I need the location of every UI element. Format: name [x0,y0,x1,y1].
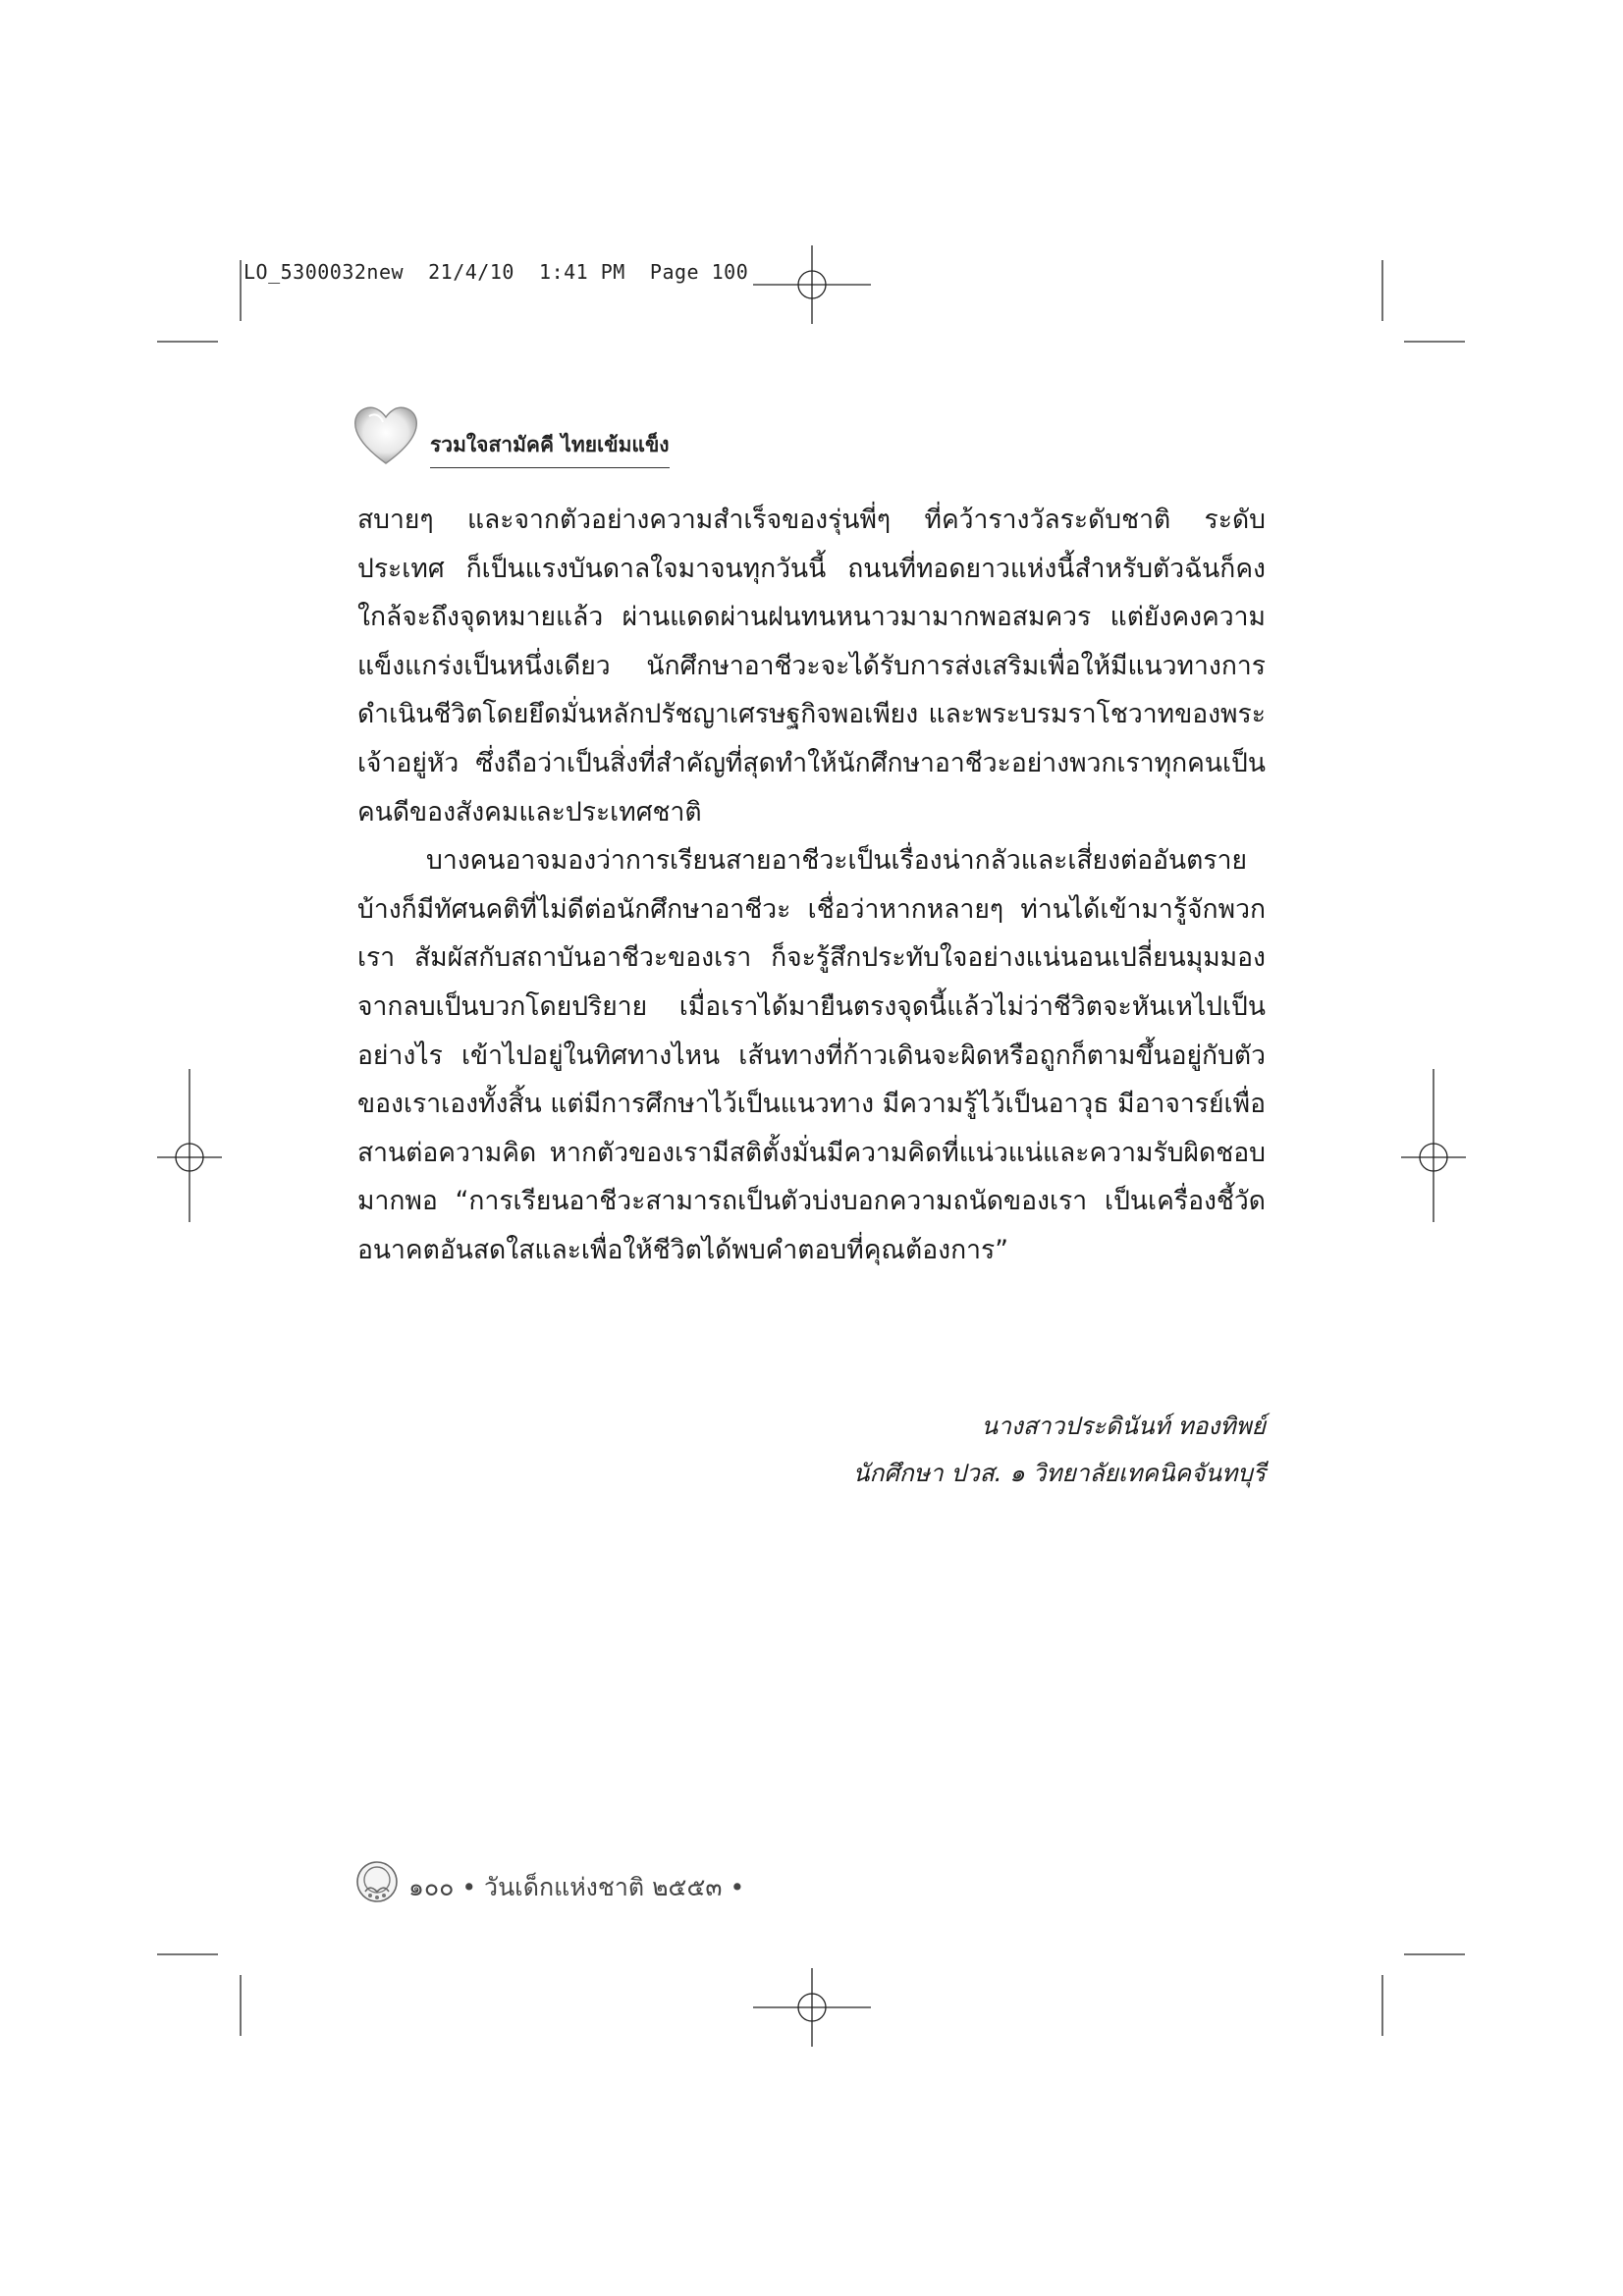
text-line: ใกล้จะถึงจุดหมายแล้ว ผ่านแดดผ่านฝนทนหนาวมามากพอสมควร แต่ยังคงความ [357,602,1266,633]
text-line: เจ้าอยู่หัว ซึ่งถือว่าเป็นสิ่งที่สำคัญที่สุดทำให้นักศึกษาอาชีวะอย่างพวกเราทุกคนเป็น [357,747,1266,778]
text-line: เรา สัมผัสกับสถาบันอาชีวะของเรา ก็จะรู้สึกประทับใจอย่างแน่นอนเปลี่ยนมุมมอง [357,942,1266,974]
slug-date: 21/4/10 [428,260,514,284]
footer-text [408,1868,744,1907]
slug-file: LO_5300032new [243,260,405,284]
text-line: จากลบเป็นบวกโดยปริยาย เมื่อเราได้มายืนตรงจุดนี้แล้วไม่ว่าชีวิตจะหันเหไปเป็น [357,990,1266,1022]
text-line: ดำเนินชีวิตโดยยึดมั่นหลักปรัชญาเศรษฐกิจพอเพียง และพระบรมราโชวาทของพระ [357,699,1266,730]
text-line: ประเทศ ก็เป็นแรงบันดาลใจมาจนทุกวันนี้ ถนนที่ทอดยาวแห่งนี้สำหรับตัวฉันก็คง [357,553,1266,584]
text-line: สบายๆ และจากตัวอย่างความสำเร็จของรุ่นพี่ๆ ที่คว้ารางวัลระดับชาติ ระดับ [357,505,1266,535]
text-line: บางคนอาจมองว่าการเรียนสายอาชีวะเป็นเรื่องน่ากลัวและเสี่ยงต่ออันตราย [426,845,1248,877]
running-header [352,402,670,471]
author-affiliation: นักศึกษา ปวส. ๑ วิทยาลัยเทคนิคจันทบุรี [852,1459,1266,1487]
bullet: • [730,1873,745,1901]
emblem-icon [353,1858,401,1905]
registration-mark [1401,1069,1466,1222]
publication-title: วันเด็กแห่งชาติ ๒๕๕๓ [484,1873,723,1901]
text-line: มากพอ “การเรียนอาชีวะสามารถเป็นตัวบ่งบอกความถนัดของเรา เป็นเครื่องชี้วัด [357,1186,1266,1217]
text-line: แข็งแกร่งเป็นหนึ่งเดียว นักศึกษาอาชีวะจะได้รับการส่งเสริมเพื่อให้มีแนวทางการ [357,650,1266,681]
author-name: นางสาวประดินันท์ ทองทิพย์ [981,1412,1266,1440]
slug-page: Page 100 [649,260,749,284]
heart-icon [352,402,420,467]
bullet: • [461,1873,477,1901]
page-number: ๑๐๐ [408,1873,455,1901]
text-line: ของเราเองทั้งสิ้น แต่มีการศึกษาไว้เป็นแนวทาง มีความรู้ไว้เป็นอาวุธ มีอาจารย์เพื่อ [357,1089,1266,1120]
text-line: อนาคตอันสดใสและเพื่อให้ชีวิตได้พบคำตอบที่คุณต้องการ” [357,1234,1008,1265]
registration-mark [157,1069,222,1222]
text-line: บ้างก็มีทัศนคติที่ไม่ดีต่อนักศึกษาอาชีวะ เชื่อว่าหากหลายๆ ท่านได้เข้ามารู้จักพวก [357,893,1266,925]
printer-slug [243,260,748,284]
registration-mark [753,245,871,324]
text-line: อย่างไร เข้าไปอยู่ในทิศทางไหน เส้นทางที่ก้าวเดินจะผิดหรือถูกก็ตามขึ้นอยู่กับตัว [357,1040,1266,1071]
page-footer [353,1858,766,1907]
paragraph-2 [357,836,1266,1274]
running-title: รวมใจสามัคคี ไทยเข้มแข็ง [430,429,670,468]
registration-mark [753,1968,871,2047]
slug-time: 1:41 PM [539,260,625,284]
paragraph-1 [357,496,1266,836]
body-text [357,496,1266,1275]
text-line: คนดีของสังคมและประเทศชาติ [357,796,702,828]
text-line: สานต่อความคิด หากตัวของเรามีสติตั้งมั่นมีความคิดที่แน่วแน่และความรับผิดชอบ [357,1137,1266,1168]
